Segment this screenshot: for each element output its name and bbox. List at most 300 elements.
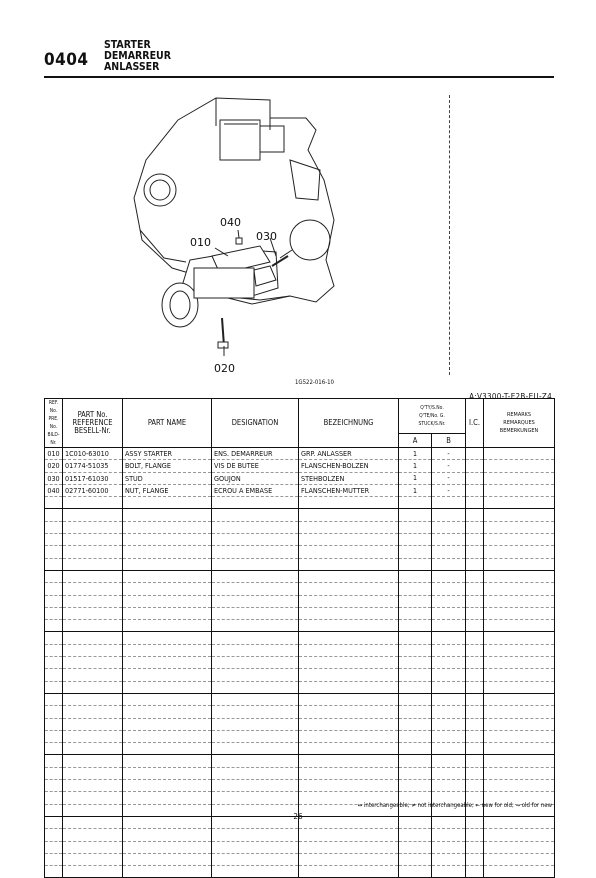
bezeichnung-cell <box>299 681 399 693</box>
bezeichnung-cell <box>299 669 399 681</box>
col-qty-b: B <box>432 434 466 448</box>
bezeichnung-cell: FLANSCHEN-BOLZEN <box>299 460 399 472</box>
part-no-cell <box>63 866 123 878</box>
qty-a-cell <box>399 595 432 607</box>
part-name-cell <box>123 853 212 865</box>
remarks-cell <box>484 644 555 656</box>
ref-cell <box>45 509 63 521</box>
part-name-cell <box>123 681 212 693</box>
qty-b-cell <box>432 607 466 619</box>
qty-a-cell <box>399 755 432 767</box>
qty-a-cell: 1 <box>399 448 432 460</box>
ic-cell <box>466 472 484 484</box>
qty-b-cell <box>432 570 466 582</box>
designation-cell <box>212 792 299 804</box>
part-no-cell <box>63 792 123 804</box>
bezeichnung-cell <box>299 632 399 644</box>
ref-cell <box>45 595 63 607</box>
ref-cell <box>45 755 63 767</box>
qty-b-cell <box>432 620 466 632</box>
ref-cell <box>45 743 63 755</box>
part-no-cell: 02771-60100 <box>63 484 123 496</box>
qty-b-cell <box>432 595 466 607</box>
table-row <box>45 521 555 533</box>
ic-cell <box>466 743 484 755</box>
ref-cell <box>45 607 63 619</box>
bezeichnung-cell: GRP. ANLASSER <box>299 448 399 460</box>
table-header-row <box>45 399 555 434</box>
part-name-cell <box>123 730 212 742</box>
remarks-cell <box>484 558 555 570</box>
table-row <box>45 681 555 693</box>
qty-a-cell <box>399 780 432 792</box>
remarks-cell <box>484 718 555 730</box>
callout-040: 040 <box>220 216 241 229</box>
qty-b-cell <box>432 657 466 669</box>
qty-a-cell <box>399 841 432 853</box>
bezeichnung-cell <box>299 534 399 546</box>
remarks-cell <box>484 595 555 607</box>
remarks-cell <box>484 534 555 546</box>
qty-a-cell <box>399 681 432 693</box>
bezeichnung-cell: FLANSCHEN-MUTTER <box>299 484 399 496</box>
bezeichnung-cell <box>299 841 399 853</box>
ref-cell <box>45 669 63 681</box>
part-no-cell <box>63 669 123 681</box>
model-code: A:V3300-T-E2B-EU-Z4 <box>469 392 552 401</box>
remarks-cell <box>484 743 555 755</box>
ref-cell <box>45 767 63 779</box>
bezeichnung-cell <box>299 607 399 619</box>
designation-cell <box>212 620 299 632</box>
designation-cell <box>212 718 299 730</box>
designation-cell <box>212 583 299 595</box>
qty-a-cell <box>399 583 432 595</box>
ic-cell <box>466 595 484 607</box>
remarks-cell <box>484 460 555 472</box>
remarks-cell <box>484 484 555 496</box>
qty-b-cell <box>432 829 466 841</box>
table-row <box>45 657 555 669</box>
qty-b-cell: - <box>432 448 466 460</box>
designation-cell: GOUJON <box>212 472 299 484</box>
ref-cell <box>45 866 63 878</box>
qty-b-cell <box>432 767 466 779</box>
remarks-cell <box>484 829 555 841</box>
designation-cell <box>212 521 299 533</box>
ic-cell <box>466 632 484 644</box>
table-row <box>45 693 555 705</box>
qty-a-cell <box>399 853 432 865</box>
table-row <box>45 484 555 496</box>
ref-cell <box>45 497 63 509</box>
remarks-cell <box>484 448 555 460</box>
designation-cell <box>212 534 299 546</box>
remarks-cell <box>484 657 555 669</box>
bezeichnung-cell <box>299 767 399 779</box>
qty-a-cell <box>399 866 432 878</box>
remarks-cell <box>484 607 555 619</box>
qty-b-cell <box>432 841 466 853</box>
ref-cell <box>45 657 63 669</box>
qty-b-cell <box>432 583 466 595</box>
callout-030: 030 <box>256 230 277 243</box>
ref-cell <box>45 681 63 693</box>
part-no-cell: 1C010-63010 <box>63 448 123 460</box>
bezeichnung-cell <box>299 620 399 632</box>
ic-cell <box>466 509 484 521</box>
qty-a-cell: 1 <box>399 484 432 496</box>
designation-cell <box>212 780 299 792</box>
qty-a-cell <box>399 669 432 681</box>
qty-a-cell <box>399 509 432 521</box>
ic-cell <box>466 829 484 841</box>
remarks-cell <box>484 583 555 595</box>
part-no-cell: 01517-61030 <box>63 472 123 484</box>
qty-b-cell <box>432 743 466 755</box>
qty-b-cell <box>432 644 466 656</box>
qty-b-cell <box>432 730 466 742</box>
qty-a-cell <box>399 497 432 509</box>
part-name-cell: STUD <box>123 472 212 484</box>
part-name-cell <box>123 829 212 841</box>
qty-b-cell <box>432 681 466 693</box>
bezeichnung-cell <box>299 558 399 570</box>
part-name-cell <box>123 620 212 632</box>
top-block <box>260 126 284 152</box>
qty-a-cell <box>399 706 432 718</box>
title-german: ANLASSER <box>104 61 160 73</box>
qty-b-cell <box>432 866 466 878</box>
remarks-cell <box>484 509 555 521</box>
flange-mount <box>220 120 260 160</box>
table-row <box>45 497 555 509</box>
remarks-cell <box>484 620 555 632</box>
ic-cell <box>466 620 484 632</box>
ic-cell <box>466 693 484 705</box>
qty-b-cell <box>432 546 466 558</box>
qty-a-cell <box>399 632 432 644</box>
designation-cell <box>212 693 299 705</box>
designation-cell <box>212 706 299 718</box>
part-name-cell <box>123 570 212 582</box>
designation-cell <box>212 570 299 582</box>
table-row <box>45 743 555 755</box>
part-name-cell <box>123 718 212 730</box>
part-no-cell <box>63 693 123 705</box>
qty-b-cell <box>432 755 466 767</box>
part-name-cell <box>123 866 212 878</box>
bezeichnung-cell <box>299 693 399 705</box>
part-no-cell <box>63 681 123 693</box>
remarks-cell <box>484 767 555 779</box>
remarks-cell <box>484 780 555 792</box>
col-qty-a: A <box>399 434 432 448</box>
ic-cell <box>466 583 484 595</box>
qty-b-cell <box>432 693 466 705</box>
part-name-cell: BOLT, FLANGE <box>123 460 212 472</box>
designation-cell <box>212 853 299 865</box>
bezeichnung-cell <box>299 718 399 730</box>
designation-cell <box>212 644 299 656</box>
part-no-cell <box>63 743 123 755</box>
bezeichnung-cell <box>299 546 399 558</box>
qty-a-cell <box>399 730 432 742</box>
ic-cell <box>466 644 484 656</box>
ref-cell <box>45 620 63 632</box>
designation-cell <box>212 829 299 841</box>
part-name-cell <box>123 792 212 804</box>
ref-cell <box>45 829 63 841</box>
part-no-cell <box>63 755 123 767</box>
qty-a-cell <box>399 829 432 841</box>
designation-cell <box>212 743 299 755</box>
col-remarks: REMARKS REMARQUES BEMERKUNGEN <box>484 399 555 448</box>
ref-cell <box>45 632 63 644</box>
part-name-cell <box>123 632 212 644</box>
table-row <box>45 706 555 718</box>
ref-cell: 010 <box>45 448 63 460</box>
part-name-cell <box>123 534 212 546</box>
qty-a-cell <box>399 534 432 546</box>
header-rule <box>44 76 554 78</box>
part-no-cell <box>63 841 123 853</box>
ref-cell <box>45 583 63 595</box>
title-french: DEMARREUR <box>104 50 171 62</box>
figure-divider <box>449 95 450 375</box>
qty-b-cell: - <box>432 472 466 484</box>
bezeichnung-cell <box>299 706 399 718</box>
qty-a-cell <box>399 521 432 533</box>
qty-a-cell: 1 <box>399 460 432 472</box>
table-row <box>45 460 555 472</box>
qty-a-cell <box>399 570 432 582</box>
ic-cell <box>466 755 484 767</box>
qty-a-cell <box>399 767 432 779</box>
ref-cell <box>45 706 63 718</box>
part-no-cell <box>63 570 123 582</box>
part-name-cell <box>123 607 212 619</box>
remarks-cell <box>484 866 555 878</box>
table-row <box>45 829 555 841</box>
part-no-cell <box>63 829 123 841</box>
qty-a-cell <box>399 558 432 570</box>
bezeichnung-cell <box>299 521 399 533</box>
remarks-cell <box>484 521 555 533</box>
bezeichnung-cell <box>299 780 399 792</box>
remarks-cell <box>484 853 555 865</box>
table-row <box>45 607 555 619</box>
designation-cell <box>212 595 299 607</box>
table-row <box>45 595 555 607</box>
ref-cell <box>45 853 63 865</box>
part-no-cell <box>63 780 123 792</box>
bezeichnung-cell <box>299 866 399 878</box>
remarks-cell <box>484 706 555 718</box>
designation-cell <box>212 657 299 669</box>
designation-cell <box>212 755 299 767</box>
ic-cell <box>466 780 484 792</box>
table-row <box>45 841 555 853</box>
section-titles <box>104 40 171 73</box>
ic-cell <box>466 448 484 460</box>
qty-a-cell <box>399 657 432 669</box>
designation-cell <box>212 767 299 779</box>
table-row <box>45 558 555 570</box>
part-no-cell <box>63 558 123 570</box>
bezeichnung-cell <box>299 509 399 521</box>
housing-rib <box>216 98 270 130</box>
ic-cell <box>466 718 484 730</box>
remarks-cell <box>484 497 555 509</box>
bezeichnung-cell <box>299 583 399 595</box>
table-row <box>45 534 555 546</box>
ic-cell <box>466 546 484 558</box>
part-no-cell <box>63 534 123 546</box>
table-row <box>45 718 555 730</box>
part-no-cell <box>63 706 123 718</box>
qty-b-cell <box>432 718 466 730</box>
bezeichnung-cell <box>299 730 399 742</box>
ref-cell: 030 <box>45 472 63 484</box>
designation-cell <box>212 730 299 742</box>
table-row <box>45 632 555 644</box>
callout-010: 010 <box>190 236 211 249</box>
table-row <box>45 546 555 558</box>
remarks-cell <box>484 669 555 681</box>
part-name-cell <box>123 693 212 705</box>
table-row <box>45 620 555 632</box>
qty-b-cell <box>432 780 466 792</box>
housing-port <box>144 174 176 206</box>
designation-cell <box>212 866 299 878</box>
part-name-cell <box>123 583 212 595</box>
designation-cell <box>212 669 299 681</box>
bezeichnung-cell <box>299 595 399 607</box>
ref-cell: 040 <box>45 484 63 496</box>
ic-cell <box>466 767 484 779</box>
bezeichnung-cell <box>299 657 399 669</box>
designation-cell: ECROU A EMBASE <box>212 484 299 496</box>
qty-b-cell <box>432 632 466 644</box>
designation-cell: ENS. DEMARREUR <box>212 448 299 460</box>
housing-detail <box>290 160 320 200</box>
table-row <box>45 780 555 792</box>
ref-cell <box>45 730 63 742</box>
bezeichnung-cell <box>299 570 399 582</box>
table-row <box>45 730 555 742</box>
qty-a-cell <box>399 718 432 730</box>
ref-cell <box>45 534 63 546</box>
qty-b-cell <box>432 706 466 718</box>
part-name-cell <box>123 780 212 792</box>
qty-a-cell <box>399 644 432 656</box>
ref-cell <box>45 841 63 853</box>
housing-port-inner <box>150 180 170 200</box>
callout-020: 020 <box>214 362 235 375</box>
remarks-cell <box>484 681 555 693</box>
part-no-cell <box>63 509 123 521</box>
part-name-cell <box>123 595 212 607</box>
qty-a-cell: 1 <box>399 472 432 484</box>
part-no-cell <box>63 521 123 533</box>
remarks-cell <box>484 632 555 644</box>
part-no-cell <box>63 644 123 656</box>
qty-b-cell <box>432 521 466 533</box>
ref-cell <box>45 693 63 705</box>
part-name-cell <box>123 521 212 533</box>
designation-cell <box>212 546 299 558</box>
ic-cell <box>466 497 484 509</box>
col-ic: I.C. <box>466 399 484 448</box>
part-name-cell <box>123 743 212 755</box>
designation-cell <box>212 497 299 509</box>
col-part-no: PART No. REFERENCE BESELL-Nr. <box>63 399 123 448</box>
ic-cell <box>466 706 484 718</box>
remarks-cell <box>484 755 555 767</box>
remarks-cell <box>484 693 555 705</box>
ic-cell <box>466 558 484 570</box>
part-no-cell <box>63 620 123 632</box>
part-no-cell <box>63 718 123 730</box>
bezeichnung-cell: STEHBOLZEN <box>299 472 399 484</box>
qty-b-cell <box>432 558 466 570</box>
qty-b-cell <box>432 497 466 509</box>
ref-cell <box>45 644 63 656</box>
bezeichnung-cell <box>299 644 399 656</box>
col-bezeichnung: BEZEICHNUNG <box>299 399 399 448</box>
col-part-name: PART NAME <box>123 399 212 448</box>
ref-cell <box>45 570 63 582</box>
bezeichnung-cell <box>299 755 399 767</box>
part-name-cell <box>123 497 212 509</box>
qty-b-cell <box>432 509 466 521</box>
qty-b-cell <box>432 853 466 865</box>
ic-cell <box>466 570 484 582</box>
col-designation: DESIGNATION <box>212 399 299 448</box>
table-row <box>45 767 555 779</box>
ic-cell <box>466 841 484 853</box>
table-row <box>45 448 555 460</box>
part-name-cell: NUT, FLANGE <box>123 484 212 496</box>
ic-cell <box>466 866 484 878</box>
ref-cell <box>45 792 63 804</box>
title-english: STARTER <box>104 39 151 51</box>
designation-cell <box>212 509 299 521</box>
section-code: 0404 <box>44 50 89 70</box>
part-name-cell <box>123 558 212 570</box>
bracket-left <box>140 230 186 262</box>
part-no-cell <box>63 607 123 619</box>
col-qty: Q'TY/S.No. Q'TE/No. G. STUCK/S.Nr. <box>399 399 466 434</box>
ic-cell <box>466 460 484 472</box>
qty-a-cell <box>399 620 432 632</box>
ref-cell <box>45 718 63 730</box>
ic-cell <box>466 669 484 681</box>
part-no-cell <box>63 546 123 558</box>
table-row <box>45 583 555 595</box>
part-name-cell: ASSY STARTER <box>123 448 212 460</box>
qty-a-cell <box>399 743 432 755</box>
ic-cell <box>466 521 484 533</box>
designation-cell <box>212 681 299 693</box>
bezeichnung-cell <box>299 829 399 841</box>
part-name-cell <box>123 657 212 669</box>
ic-cell <box>466 730 484 742</box>
bolt-head <box>218 342 228 348</box>
designation-cell <box>212 607 299 619</box>
ref-cell <box>45 558 63 570</box>
